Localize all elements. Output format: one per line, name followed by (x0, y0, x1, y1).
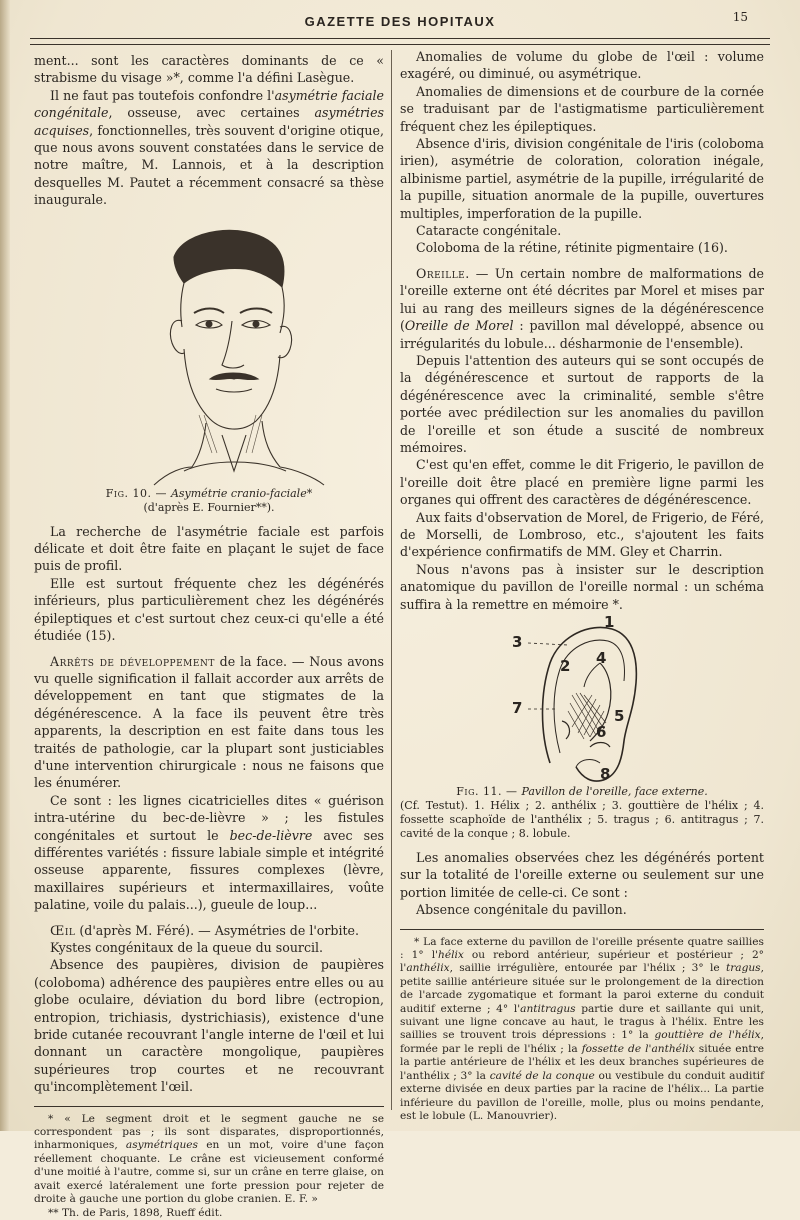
footnote-right (400, 936, 764, 1124)
paragraph: Absence congénitale du pavillon. (416, 902, 627, 918)
paragraph: Oreille. — Un certain nombre de malformations de l'oreille externe ont été décrites par Morel et mises par lui au rang des meilleurs signes de la dégénérescence (Oreille de Morel : pavillon mal développé, absence ou irrégularités du lobule... désharmonie de l'ensemble). (400, 265, 764, 351)
footnote: * La face externe du pavillon de l'oreille présente quatre saillies : 1° l'hélix ou rebord antérieur, supérieur et postérieur ; 2° l'anthélix, saillie irrégulière, entourée par l'hélix ; 3° le tragus, petite saillie antérieure située sur le prolongement de la direction de l'arcade zygomatique et formant la paroi externe du conduit auditif externe ; 4° l'antitragus partie dure et saillante qui unit, suivant une ligne concave au haut, le tragus à l'hélix. Entre les saillies se trouvent trois dépressions : 1° la gouttière de l'hélix, formée par le repli de l'hélix ; la fossette de l'anthélix située entre la partie antérieure de l'hélix et les deux branches supérieures de l'anthélix ; 3° la cavité de la conque ou vestibule du conduit auditif externe divisée en deux parties par la racine de l'hélix... La partie inférieure du pavillon de l'oreille, molle, plus ou moins pendante, est le lobule (L. Manouvrier). (400, 935, 765, 1122)
paragraph: Kystes congénitaux de la queue du sourcil. (50, 940, 324, 955)
footnote-rule (400, 929, 764, 930)
figure-10-caption: Fig. 10. — Asymétrie cranio-faciale* (d'après E. Fournier**). (105, 486, 313, 514)
figure-11 (400, 613, 764, 841)
paragraph: Anomalies de dimensions et de courbure de la cornée se traduisant par de l'astigmatisme particulièrement fréquent chez les épileptiques. (400, 83, 764, 134)
column-divider (391, 50, 392, 1110)
figure-11-legend: (Cf. Testut). 1. Hélix ; 2. anthélix ; 3. gouttière de l'hélix ; 4. fossette scaphoïde de l'anthélix ; 5. tragus ; 6. antitragus ; 7. cavité de la conque ; 8. lobule. (400, 799, 764, 840)
paragraph: Coloboma de la rétine, rétinite pigmentaire (16). (416, 240, 728, 256)
paragraph: Ce sont : les lignes cicatricielles dites « guérison intra-utérine du bec-de-lièvre » ; les fistules congénitales et surtout le bec-de-lièvre avec ses différentes variétés : fissure labiale simple et intégrité osseuse apparente, fissures complexes (lèvre, maxillaires supérieurs et intermaxillaires, voûte palatine, voile du palais...), gueule de loup... (34, 792, 384, 913)
paragraph: Absence d'iris, division congénitale de l'iris (coloboma irien), asymétrie de coloration, coloration inégale, albinisme partiel, asymétrie de la pupille, irrégularité de la pupille, situation anormale de la pupille, ouvertures multiples, imperforation de la pupille. (400, 136, 764, 221)
ear-label: 2 (560, 657, 571, 675)
paragraph: Les anomalies observées chez les dégénérés portent sur la totalité de l'oreille externe ou seulement sur une portion limitée de celle-ci. Ce sont : (400, 850, 764, 900)
face-portrait-illustration (34, 209, 384, 487)
figure-10 (34, 209, 384, 515)
ear-label: 5 (614, 707, 625, 725)
header-rule-thin (30, 44, 770, 45)
paragraph: La recherche de l'asymétrie faciale est parfois délicate et doit être faite en plaçant le sujet de face puis de profil. (34, 523, 384, 574)
paragraph: Elle est surtout fréquente chez les dégénérés inférieurs, plus particulièrement chez les dégénérés épileptiques et c'est surtout chez ceux-ci qu'elle a été étudiée (15). (34, 575, 384, 644)
figure-11-caption: Fig. 11. — Pavillon de l'oreille, face externe. (456, 785, 708, 798)
page-edge (0, 0, 10, 1131)
ear-label: 8 (600, 765, 611, 783)
paragraph: Anomalies de volume du globe de l'œil : volume exagéré, ou diminué, ou asymétrique. (400, 49, 764, 82)
page-number: 15 (732, 10, 748, 24)
footnote: * « Le segment droit et le segment gauche ne se correspondent pas ; ils sont disparates, disproportionnés, inharmoniques, asymétriques en un mot, voire d'une façon réellement choquante. Le crâne est vicieusement conformé d'une moitié à l'autre, comme si, sur un crâne en terre glaise, on avait exercé latéralement une forte pression pour rejeter de droite à gauche une portion du globe cranien. E. F. » (34, 1112, 384, 1206)
footnotes-left (34, 1113, 384, 1220)
ear-label: 3 (512, 633, 523, 651)
paragraph: Cataracte congénitale. (416, 223, 562, 239)
right-column (400, 48, 764, 1123)
ear-label: 6 (596, 723, 607, 741)
paragraph: ment... sont les caractères dominants de ce « strabisme du visage »*, comme l'a défini Lasègue. (34, 53, 384, 86)
paragraph: Œil (d'après M. Féré). — Asymétries de l'orbite. (50, 922, 360, 938)
header-rule (30, 38, 770, 39)
paragraph: Absence des paupières, division de paupières (coloboma) adhérence des paupières entre elles ou au globe oculaire, déviation du bord libre (ectropion, entropion, trichiasis, dystrichiasis), existence d'une bride cutanée recouvrant l'angle interne de l'œil et lui donnant un caractère mongolique, paupières supérieures trop courtes et ne recouvrant qu'incomplètement l'œil. (34, 957, 384, 1095)
ear-label: 7 (512, 699, 523, 717)
ear-label: 1 (604, 613, 615, 631)
paragraph: Nous n'avons pas à insister sur le description anatomique du pavillon de l'oreille normal : un schéma suffira à la remettre en mémoire *. (400, 561, 764, 612)
left-column (34, 52, 384, 1220)
paragraph: C'est qu'en effet, comme le dit Frigerio, le pavillon de l'oreille doit être placé en première ligne parmi les organes qui offrent des caractères de dégénérescence. (400, 457, 764, 508)
ear-label: 4 (596, 649, 607, 667)
ear-diagram (400, 613, 764, 785)
paragraph: Depuis l'attention des auteurs qui se sont occupés de la dégénérescence et surtout de rapports de la dégénérescence avec la criminalité, semble s'être portée avec prédilection sur les anomalies du pavillon de l'oreille et son étude a suscité de nombreux mémoires. (400, 352, 764, 455)
paragraph: Aux faits d'observation de Morel, de Frigerio, de Féré, de Morselli, de Lombroso, etc., s'ajoutent les faits d'expérience confirmatifs de MM. Gley et Charrin. (400, 509, 765, 560)
paragraph: Arrêts de développement de la face. — Nous avons vu quelle signification il fallait accorder aux arrêts de développement en tant que stigmates de la dégénérescence. A la face ils peuvent être très apparents, la description en est faite dans tous les traités de pathologie, car la plupart sont justiciables d'une intervention chirurgicale : nous ne faisons que les énumérer. (34, 653, 385, 791)
footnote-rule (34, 1106, 384, 1107)
footnote: ** Th. de Paris, 1898, Rueff édit. (48, 1206, 223, 1219)
running-head: GAZETTE DES HOPITAUX (304, 14, 496, 29)
paragraph: Il ne faut pas toutefois confondre l'asymétrie faciale congénitale, osseuse, avec certaines asymétries acquises, fonctionnelles, très souvent d'origine otique, que nous avons souvent constatées dans le service de notre maître, M. Lannois, et à la description desquelles M. Pautet a récemment consacré sa thèse inaugurale. (34, 87, 384, 208)
